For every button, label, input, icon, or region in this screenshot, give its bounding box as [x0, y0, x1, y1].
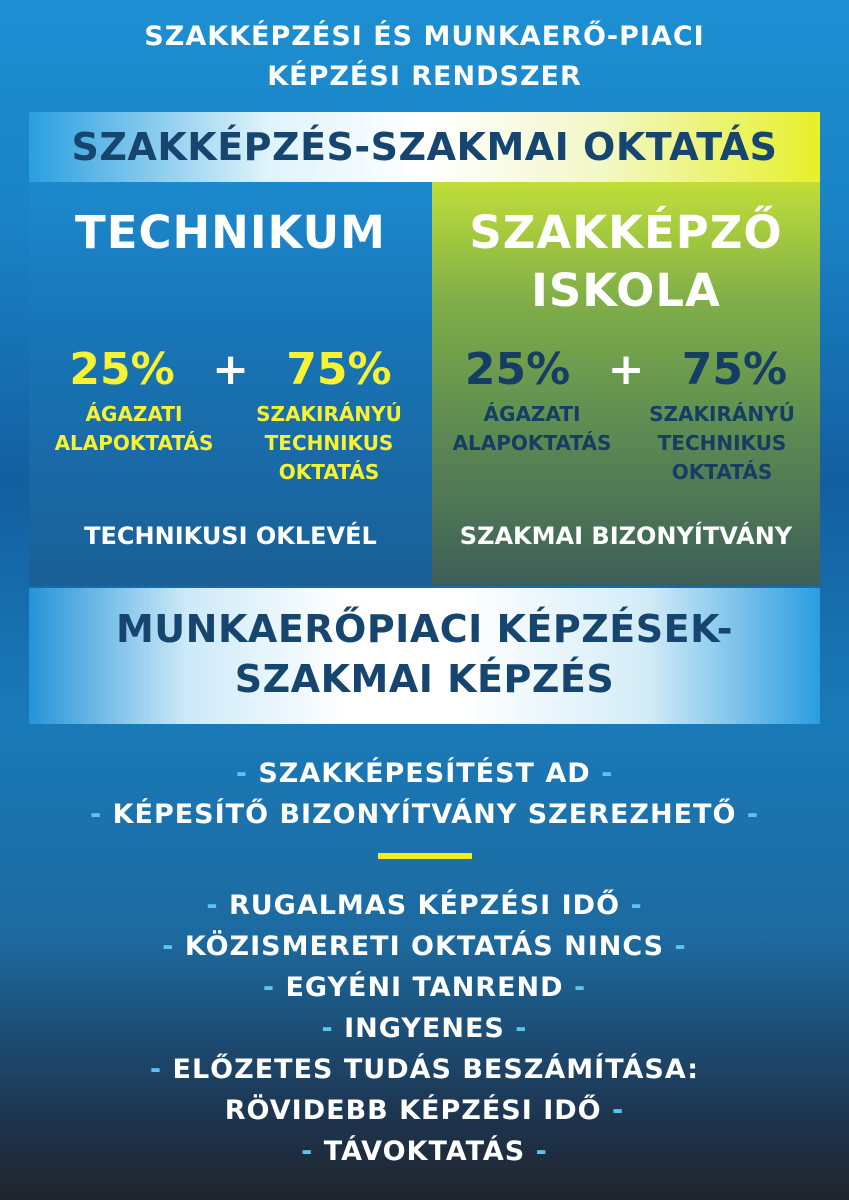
list-item: - EGYÉNI TANREND -: [262, 972, 587, 1003]
technikum-label-left: ÁGAZATI ALAPOKTATÁS: [54, 402, 214, 455]
list-item: - ELŐZETES TUDÁS BESZÁMÍTÁSA:: [149, 1054, 700, 1085]
header-title-line2: KÉPZÉSI RENDSZER: [267, 61, 582, 92]
list-item: - SZAKKÉPESÍTÉST AD -: [235, 758, 614, 789]
technikum-footer: TECHNIKUSI OKLEVÉL: [84, 522, 377, 550]
technikum-pct-right: 75%: [286, 344, 392, 395]
section2-title-line1: MUNKAERŐPIACI KÉPZÉSEK-: [115, 607, 733, 651]
szakkepzo-footer: SZAKMAI BIZONYÍTVÁNY: [459, 522, 793, 550]
list-item: - TÁVOKTATÁS -: [301, 1136, 548, 1167]
yellow-divider: [378, 853, 472, 859]
list-item: - KÖZISMERETI OKTATÁS NINCS -: [162, 931, 687, 962]
technikum-percent-row: [29, 346, 432, 394]
szakkepzo-title-line2: ISKOLA: [531, 264, 721, 317]
list-item: - INGYENES -: [321, 1013, 528, 1044]
list-item: - KÉPESÍTŐ BIZONYÍTVÁNY SZEREZHETŐ -: [89, 799, 760, 830]
section2-title-band: [29, 588, 820, 724]
szakkepzo-pct-left: 25%: [464, 344, 571, 395]
szakkepzo-label-left: ÁGAZATI ALAPOKTATÁS: [452, 402, 612, 455]
technikum-title: TECHNIKUM: [75, 206, 386, 259]
szakkepzo-pct-right: 75%: [681, 344, 788, 395]
technikum-label-right: SZAKIRÁNYÚ TECHNIKUS OKTATÁS: [256, 402, 402, 484]
section1-title: SZAKKÉPZÉS-SZAKMAI OKTATÁS: [29, 112, 820, 182]
szakkepzo-percent-row: [432, 346, 820, 394]
szakkepzo-title-line1: SZAKKÉPZŐ: [469, 206, 783, 259]
header-title-line1: SZAKKÉPZÉSI ÉS MUNKAERŐ-PIACI: [144, 21, 705, 52]
szakkepzo-label-right: SZAKIRÁNYÚ TECHNIKUS OKTATÁS: [649, 402, 795, 484]
section2-title-line2: SZAKMAI KÉPZÉS: [234, 657, 615, 701]
list-item: RÖVIDEBB KÉPZÉSI IDŐ -: [224, 1095, 625, 1126]
list-item: - RUGALMAS KÉPZÉSI IDŐ -: [206, 890, 643, 921]
szakkepzo-plus: +: [607, 344, 645, 395]
technikum-plus: +: [212, 344, 249, 395]
technikum-pct-left: 25%: [69, 344, 175, 395]
